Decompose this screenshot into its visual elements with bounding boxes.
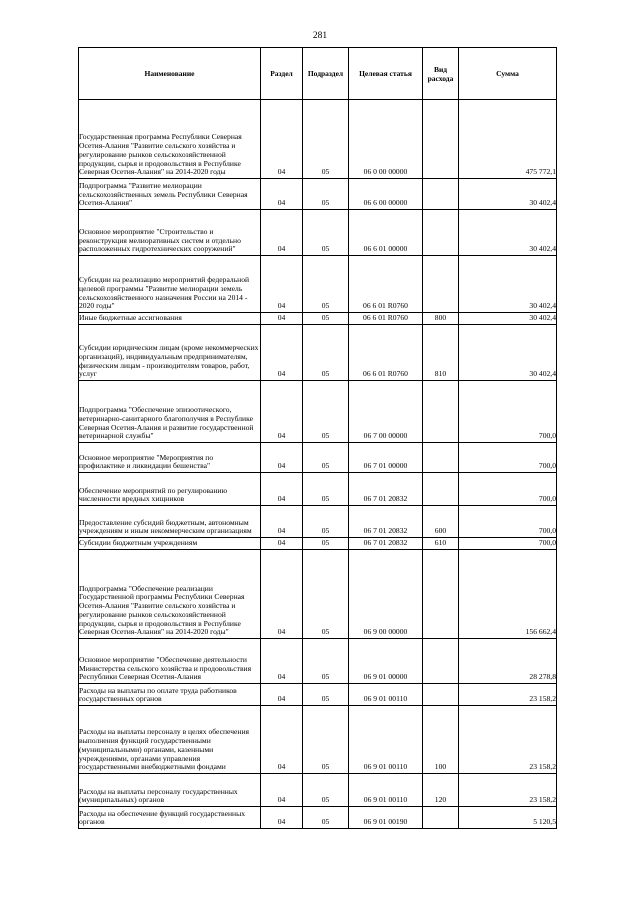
table-row (79, 807, 557, 829)
row-name: Основное мероприятие "Мероприятия по профилактике и ликвидации бешенства" (79, 443, 261, 473)
table-row (79, 684, 557, 706)
row-section: 04 (261, 639, 303, 684)
table-row (79, 179, 557, 210)
row-name: Предоставление субсидий бюджетным, автономным учреждениям и иным некоммерческим организациям (79, 506, 261, 538)
table-row (79, 550, 557, 639)
row-subsection: 05 (303, 100, 349, 179)
row-section: 04 (261, 100, 303, 179)
row-section: 04 (261, 443, 303, 473)
row-name: Иные бюджетные ассигнования (79, 313, 261, 325)
row-target: 06 6 01 00000 (349, 210, 423, 256)
header-amount: Сумма (459, 48, 557, 100)
header-section: Раздел (261, 48, 303, 100)
row-target: 06 0 00 00000 (349, 100, 423, 179)
row-amount: 30 402,4 (459, 256, 557, 313)
row-amount: 23 158,2 (459, 706, 557, 774)
row-section: 04 (261, 325, 303, 381)
table-row (79, 256, 557, 313)
row-amount: 30 402,4 (459, 325, 557, 381)
table-row (79, 100, 557, 179)
row-section: 04 (261, 538, 303, 550)
table-row (79, 538, 557, 550)
table-row (79, 506, 557, 538)
row-type (423, 256, 459, 313)
page-number: 281 (312, 31, 328, 41)
row-target: 06 9 01 00110 (349, 684, 423, 706)
row-type (423, 210, 459, 256)
row-type (423, 807, 459, 829)
row-amount: 700,0 (459, 473, 557, 506)
row-target: 06 7 01 20832 (349, 473, 423, 506)
row-target: 06 6 00 00000 (349, 179, 423, 210)
row-name: Основное мероприятие "Обеспечение деятельности Министерства сельского хозяйства и продовольствия Республики Северная Осетия-Алания (79, 639, 261, 684)
row-subsection: 05 (303, 256, 349, 313)
row-amount: 30 402,4 (459, 179, 557, 210)
row-target: 06 7 00 00000 (349, 381, 423, 443)
row-subsection: 05 (303, 325, 349, 381)
row-type: 810 (423, 325, 459, 381)
budget-table (78, 47, 557, 829)
row-subsection: 05 (303, 443, 349, 473)
row-section: 04 (261, 313, 303, 325)
row-name: Субсидии на реализацию мероприятий федеральной целевой программы "Развитие мелиорации земель сельскохозяйственного назначения России на 2014 - 2020 годы" (79, 256, 261, 313)
row-section: 04 (261, 256, 303, 313)
row-type: 610 (423, 538, 459, 550)
row-subsection: 05 (303, 538, 349, 550)
row-type: 800 (423, 313, 459, 325)
table-row (79, 210, 557, 256)
row-subsection: 05 (303, 381, 349, 443)
row-section: 04 (261, 506, 303, 538)
row-name: Основное мероприятие "Строительство и реконструкция мелиоративных систем и отдельно расположенных гидротехнических сооружений" (79, 210, 261, 256)
row-subsection: 05 (303, 774, 349, 807)
row-name: Расходы на выплаты по оплате труда работников государственных органов (79, 684, 261, 706)
table-row (79, 706, 557, 774)
row-target: 06 6 01 R0760 (349, 256, 423, 313)
row-amount: 30 402,4 (459, 210, 557, 256)
row-subsection: 05 (303, 210, 349, 256)
row-section: 04 (261, 807, 303, 829)
table-row (79, 381, 557, 443)
row-name: Подпрограмма "Развитие мелиорации сельскохозяйственных земель Республики Северная Осетия-Алания" (79, 179, 261, 210)
row-name: Расходы на обеспечение функций государственных органов (79, 807, 261, 829)
row-subsection: 05 (303, 807, 349, 829)
table-header-row (79, 48, 557, 100)
table-row (79, 774, 557, 807)
row-target: 06 9 01 00190 (349, 807, 423, 829)
row-name: Субсидии бюджетным учреждениям (79, 538, 261, 550)
row-name: Подпрограмма "Обеспечение эпизоотического, ветеринарно-санитарного благополучия в Республике Северная Осетия-Алания и развитие государственной ветеринарной службы" (79, 381, 261, 443)
row-type: 600 (423, 506, 459, 538)
row-amount: 700,0 (459, 443, 557, 473)
row-name: Субсидии юридическим лицам (кроме некоммерческих организаций), индивидуальным предпринимателям, физическим лицам - производителям товаров, работ, услуг (79, 325, 261, 381)
row-name: Государственная программа Республики Северная Осетия-Алания "Развитие сельского хозяйства и регулирование рынков сельскохозяйственной продукции, сырья и продовольствия в Республике Северная Осетия-Алания" на 2014-2020 годы (79, 100, 261, 179)
row-section: 04 (261, 774, 303, 807)
row-amount: 475 772,1 (459, 100, 557, 179)
header-subsection: Подраздел (303, 48, 349, 100)
row-type (423, 100, 459, 179)
row-section: 04 (261, 381, 303, 443)
row-type (423, 381, 459, 443)
row-target: 06 9 00 00000 (349, 550, 423, 639)
table-row (79, 443, 557, 473)
row-amount: 700,0 (459, 538, 557, 550)
row-name: Обеспечение мероприятий по регулированию численности вредных хищников (79, 473, 261, 506)
row-section: 04 (261, 473, 303, 506)
row-target: 06 7 01 00000 (349, 443, 423, 473)
row-name: Подпрограмма "Обеспечение реализации Государственной программы Республики Северная Осетия-Алания "Развитие сельского хозяйства и регулирование рынков сельскохозяйственной продукции, сырья и продовольствия в Республике Северная Осетия-Алания" на 2014-2020 годы" (79, 550, 261, 639)
row-name: Расходы на выплаты персоналу в целях обеспечения выполнения функций государственными (муниципальными) органами, казенными учреждениями, органами управления государственными внебюджетными фондами (79, 706, 261, 774)
row-subsection: 05 (303, 313, 349, 325)
row-type: 100 (423, 706, 459, 774)
header-target: Целевая статья (349, 48, 423, 100)
row-target: 06 9 01 00000 (349, 639, 423, 684)
row-target: 06 6 01 R0760 (349, 325, 423, 381)
row-section: 04 (261, 210, 303, 256)
table-row (79, 473, 557, 506)
row-subsection: 05 (303, 550, 349, 639)
row-section: 04 (261, 684, 303, 706)
table-row (79, 325, 557, 381)
row-type (423, 473, 459, 506)
row-target: 06 7 01 20832 (349, 506, 423, 538)
row-target: 06 6 01 R0760 (349, 313, 423, 325)
table-row (79, 639, 557, 684)
row-subsection: 05 (303, 639, 349, 684)
row-target: 06 7 01 20832 (349, 538, 423, 550)
row-section: 04 (261, 179, 303, 210)
row-target: 06 9 01 00110 (349, 774, 423, 807)
row-subsection: 05 (303, 684, 349, 706)
table-row (79, 313, 557, 325)
row-type (423, 550, 459, 639)
row-subsection: 05 (303, 473, 349, 506)
row-type (423, 684, 459, 706)
row-amount: 30 402,4 (459, 313, 557, 325)
row-amount: 156 662,4 (459, 550, 557, 639)
row-amount: 700,0 (459, 381, 557, 443)
row-amount: 700,0 (459, 506, 557, 538)
row-section: 04 (261, 706, 303, 774)
row-amount: 23 158,2 (459, 774, 557, 807)
row-amount: 28 278,8 (459, 639, 557, 684)
row-name: Расходы на выплаты персоналу государственных (муниципальных) органов (79, 774, 261, 807)
row-type (423, 639, 459, 684)
row-type: 120 (423, 774, 459, 807)
row-type (423, 179, 459, 210)
row-target: 06 9 01 00110 (349, 706, 423, 774)
header-type: Вид расхода (423, 48, 459, 100)
row-amount: 23 158,2 (459, 684, 557, 706)
row-section: 04 (261, 550, 303, 639)
row-amount: 5 120,5 (459, 807, 557, 829)
row-subsection: 05 (303, 506, 349, 538)
header-name: Наименование (79, 48, 261, 100)
row-subsection: 05 (303, 179, 349, 210)
row-type (423, 443, 459, 473)
row-subsection: 05 (303, 706, 349, 774)
